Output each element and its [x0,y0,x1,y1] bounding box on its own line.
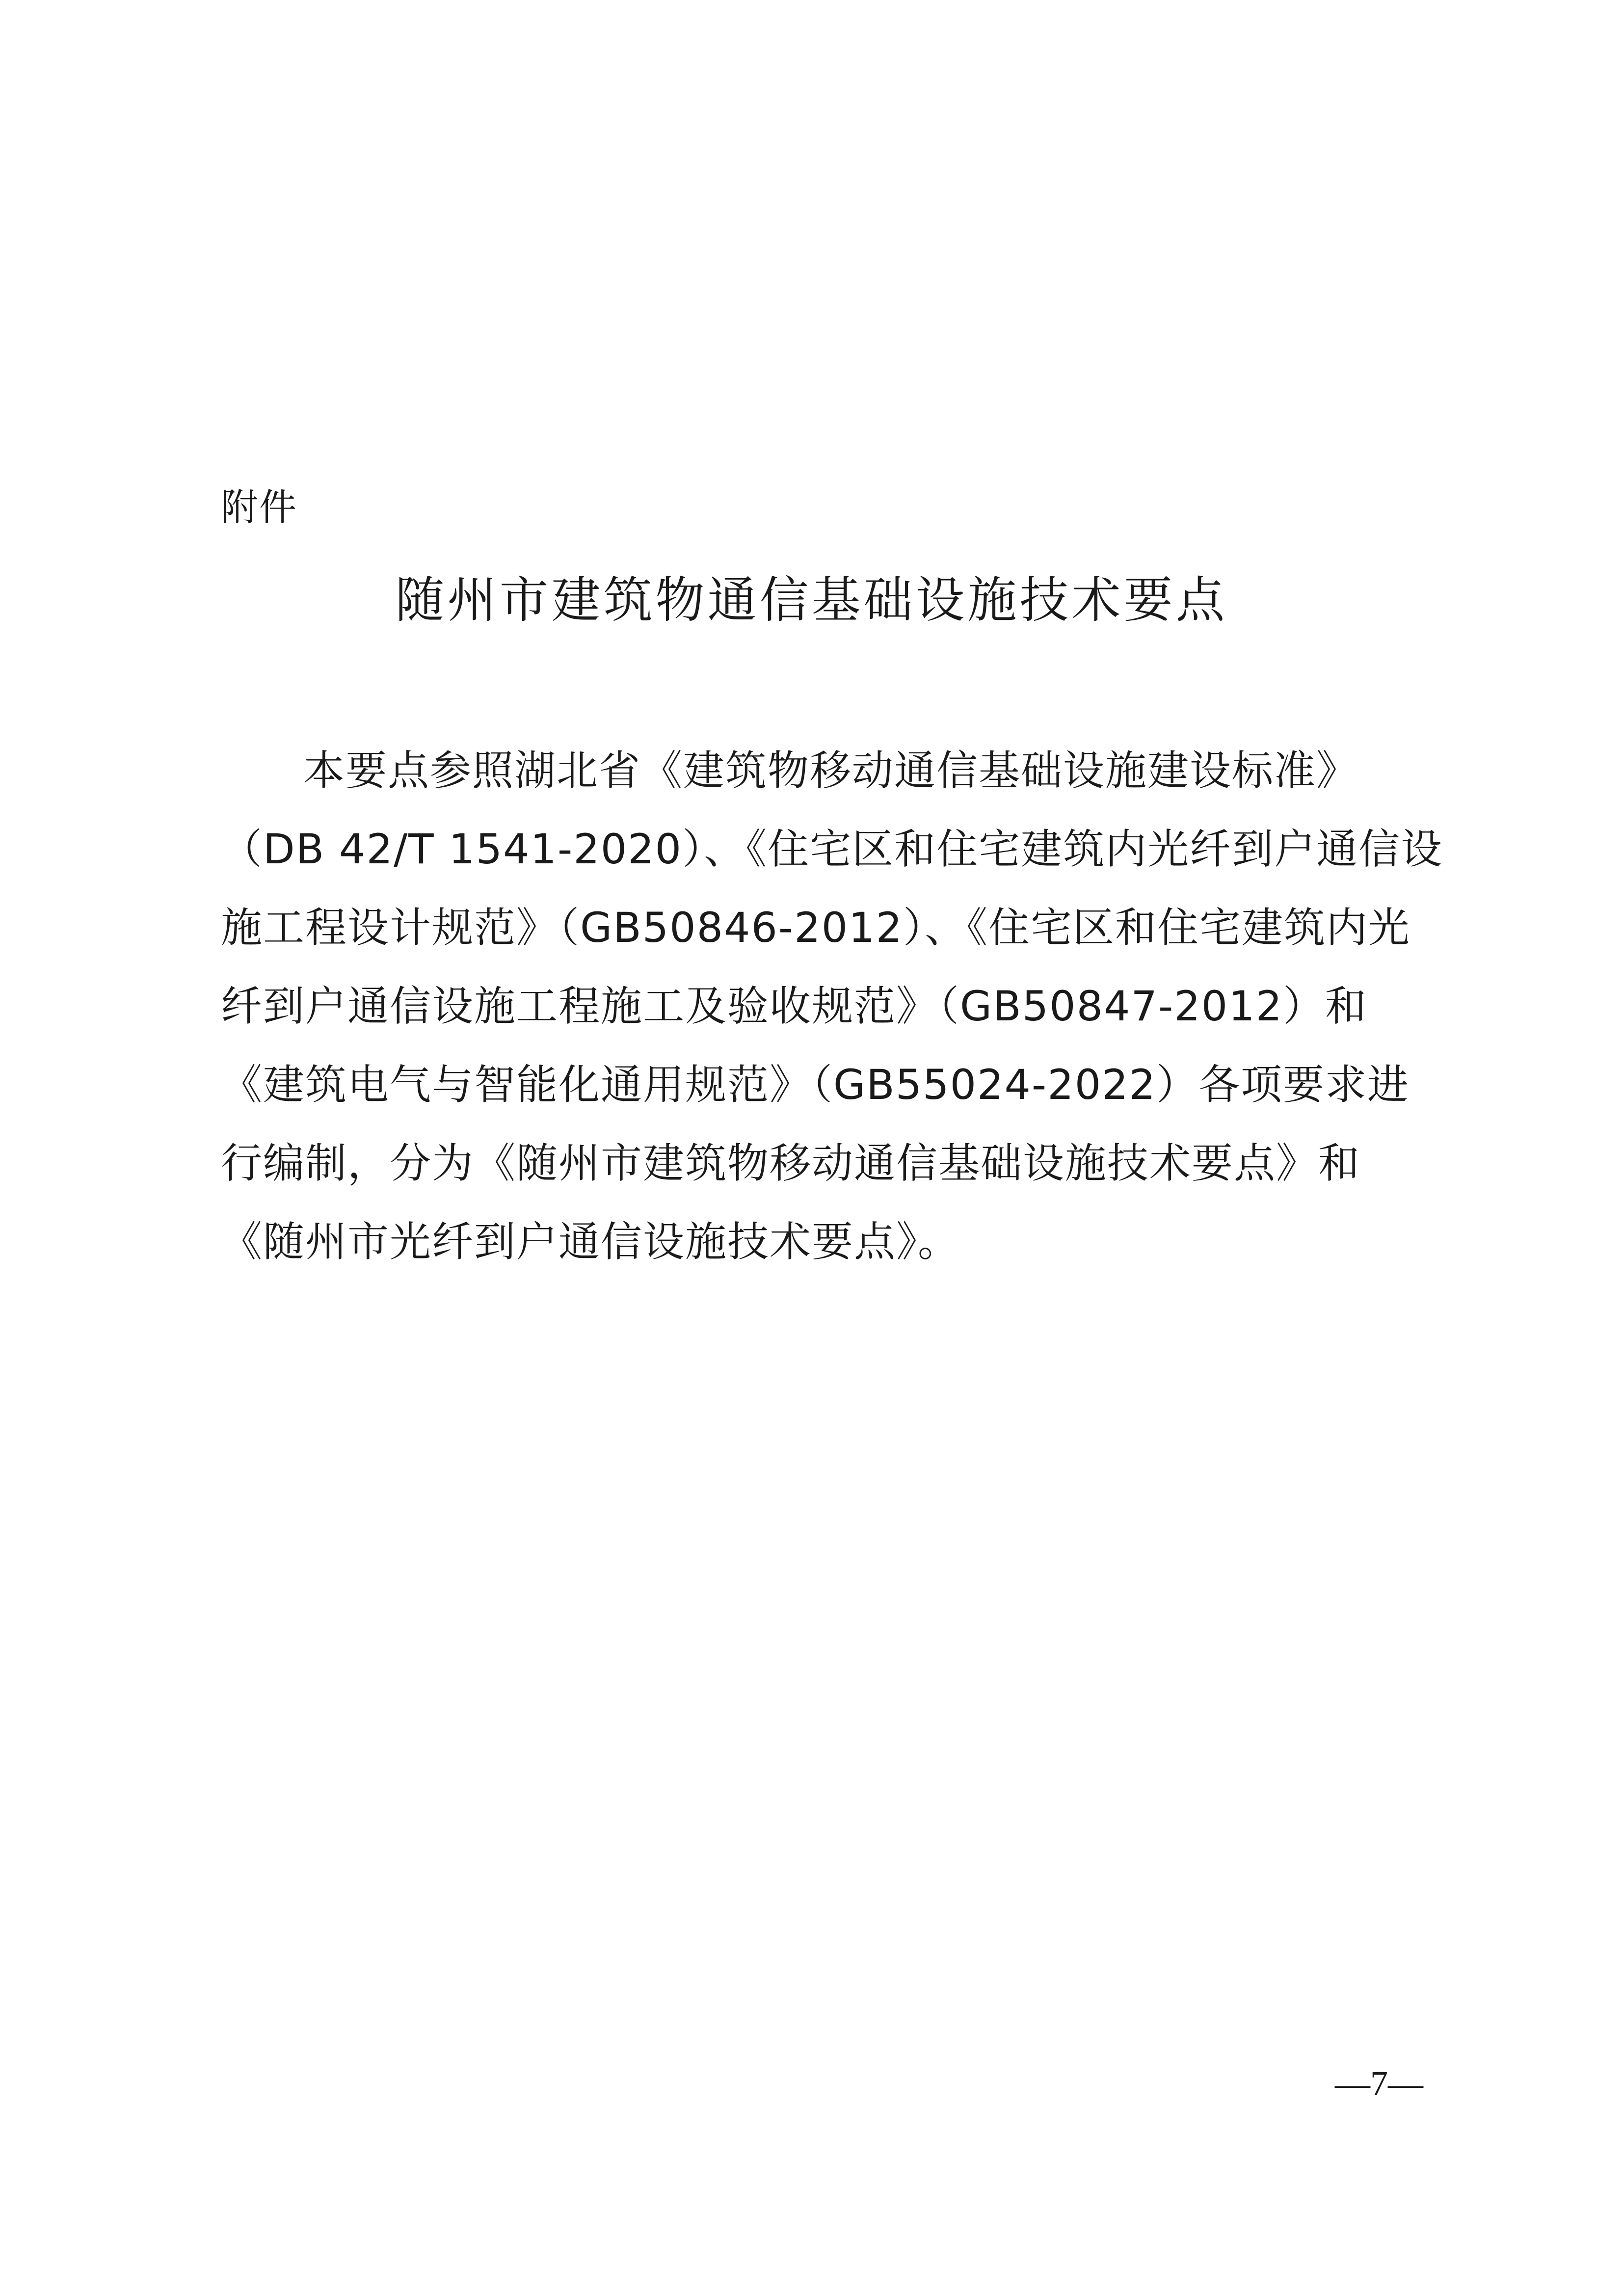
paragraph-line: 本要点参照湖北省《建筑物移动通信基础设施建设标准》 [303,747,1359,795]
page-number: —7— [1335,2064,1423,2103]
paragraph-line: 《随州市光纤到户通信设施技术要点》。 [221,1218,960,1266]
document-title: 随州市建筑物通信基础设施技术要点 [395,571,1228,629]
paragraph-line: （DB 42/T 1541-2020）、《住宅区和住宅建筑内光纤到户通信设 [221,825,1443,873]
paragraph-line: 《建筑电气与智能化通用规范》（GB55024-2022）各项要求进 [221,1061,1410,1109]
paragraph-line: 施工程设计规范》（GB50846-2012）、《住宅区和住宅建筑内光 [221,904,1411,952]
paragraph-line: 纤到户通信设施工程施工及验收规范》（GB50847-2012）和 [221,982,1368,1030]
paragraph-line: 行编制，分为《随州市建筑物移动通信基础设施技术要点》和 [221,1139,1361,1187]
body-paragraph [221,731,1443,1281]
attachment-label: 附件 [221,485,297,529]
